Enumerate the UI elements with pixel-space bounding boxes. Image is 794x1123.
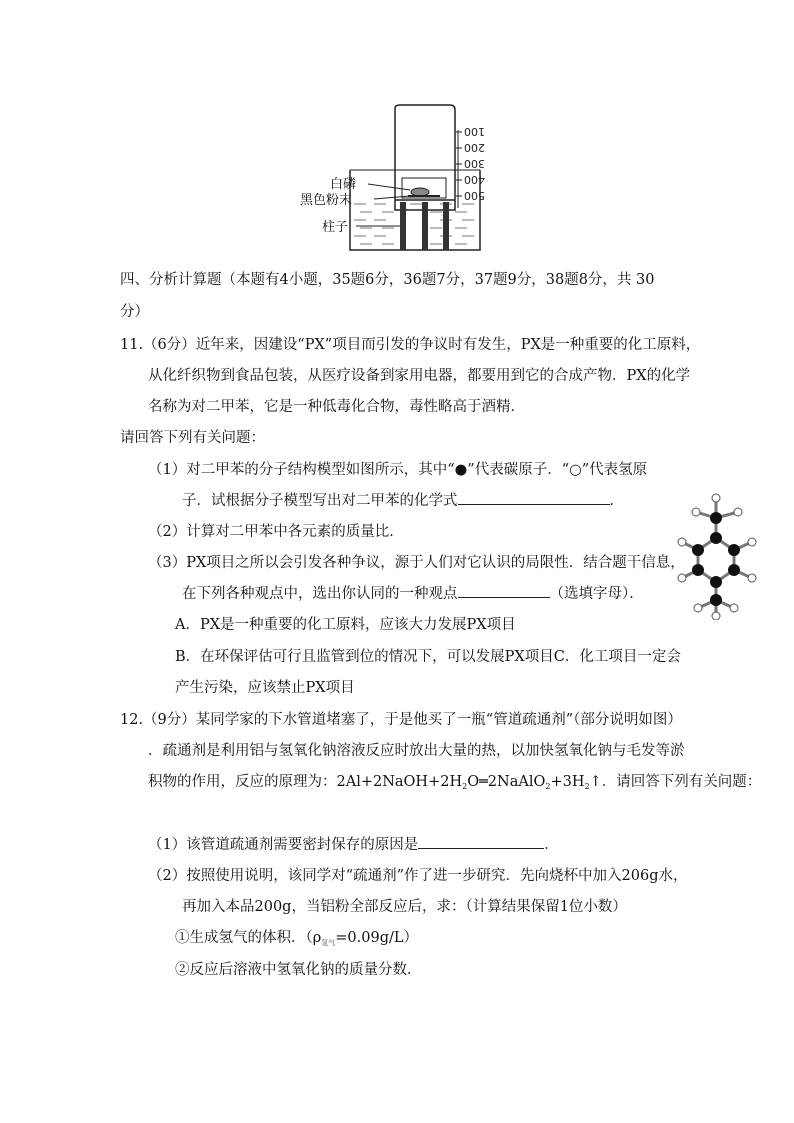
white-phosphorus xyxy=(411,188,429,196)
viewpoint-answer-blank[interactable] xyxy=(458,583,550,598)
p-xylene-molecule-figure xyxy=(668,490,778,620)
scale-mark-500: 500 xyxy=(464,189,485,202)
pillar-left xyxy=(400,202,406,250)
label-pillar: 柱子 xyxy=(322,220,349,235)
q12-line2: ．疏通剂是利用铝与氢氧化钠溶液反应时放出大量的热，以加快氢氧化钠与毛发等淤 xyxy=(148,743,685,759)
q11-part3-line2: 在下列各种观点中，选出你认同的一种观点 （选填字母）． xyxy=(182,582,644,603)
section4-heading-line2: 分） xyxy=(120,304,149,320)
scale-mark-100: 100 xyxy=(464,125,485,138)
section4-heading-line1: 四、分析计算题（本题有4小题，35题6分，36题7分，37题9分，38题8分，共 30 xyxy=(120,272,655,288)
q11-option-bc-line2: 产生污染，应该禁止PX项目 xyxy=(175,680,355,696)
q11-line3: 名称为对二甲苯，它是一种低毒化合物，毒性略高于酒精． xyxy=(148,399,525,415)
q11-prompt: 请回答下列有关问题： xyxy=(120,430,265,446)
formula-answer-blank[interactable] xyxy=(458,490,610,505)
label-white-phosphorus: 白磷 xyxy=(330,177,357,192)
pillar-right xyxy=(443,202,449,250)
sealing-reason-blank[interactable] xyxy=(418,834,544,849)
q11-part2: （2）计算对二甲苯中各元素的质量比． xyxy=(148,524,404,540)
q12-line3-equation: 积物的作用，反应的原理为：$2Al+2NaOH+2H_2O═2NaAlO_2+3H_2↑$．请回答下列有关问题： xyxy=(148,774,762,791)
pillar-middle xyxy=(422,202,428,250)
q11-line1: 11.（6分）近年来，因建设“PX”项目而引发的争议时有发生，PX是一种重要的化工原料， xyxy=(120,337,701,353)
q12-line1: 12.（9分）某同学家的下水管道堵塞了，于是他买了一瓶“管道疏通剂”（部分说明如图） xyxy=(120,712,682,728)
label-black-powder: 黑色粉末 xyxy=(300,193,353,208)
q12-part1: （1）该管道疏通剂需要密封保存的原因是 ． xyxy=(148,833,559,854)
scale-mark-200: 200 xyxy=(464,141,485,154)
q11-part1-line1: （1）对二甲苯的分子结构模型如图所示，其中“●”代表碳原子．“○”代表氢原 xyxy=(148,462,648,478)
q11-line2: 从化纤织物到食品包装，从医疗设备到家用电器，都要用到它的合成产物．PX的化学 xyxy=(148,368,691,384)
q12-subquestion-1: ①生成氢气的体积．$(\rho_{氢气}=0.09g/L)$ xyxy=(175,930,419,947)
q11-part3-line1: （3）PX项目之所以会引发各种争议，源于人们对它认识的局限性．结合题干信息， xyxy=(148,555,685,571)
scale-mark-400: 400 xyxy=(464,173,485,186)
q12-part2-line2: 再加入本品200g，当铝粉全部反应后，求：（计算结果保留1位小数） xyxy=(182,899,627,915)
q12-part2-line1: （2）按照使用说明，该同学对“疏通剂”作了进一步研究．先向烧杯中加入206g水， xyxy=(148,868,688,884)
scale-mark-300: 300 xyxy=(464,157,485,170)
q12-subquestion-2: ②反应后溶液中氢氧化钠的质量分数． xyxy=(175,962,422,978)
q11-part1-line2: 子．试根据分子模型写出对二甲苯的化学式 ． xyxy=(182,489,624,510)
q11-option-a: A．PX是一种重要的化工原料，应该大力发展PX项目 xyxy=(175,617,516,633)
q11-option-bc-line1: B．在环保评估可行且监管到位的情况下，可以发展PX项目C．化工项目一定会 xyxy=(175,649,681,665)
experiment-apparatus-figure xyxy=(290,100,500,260)
